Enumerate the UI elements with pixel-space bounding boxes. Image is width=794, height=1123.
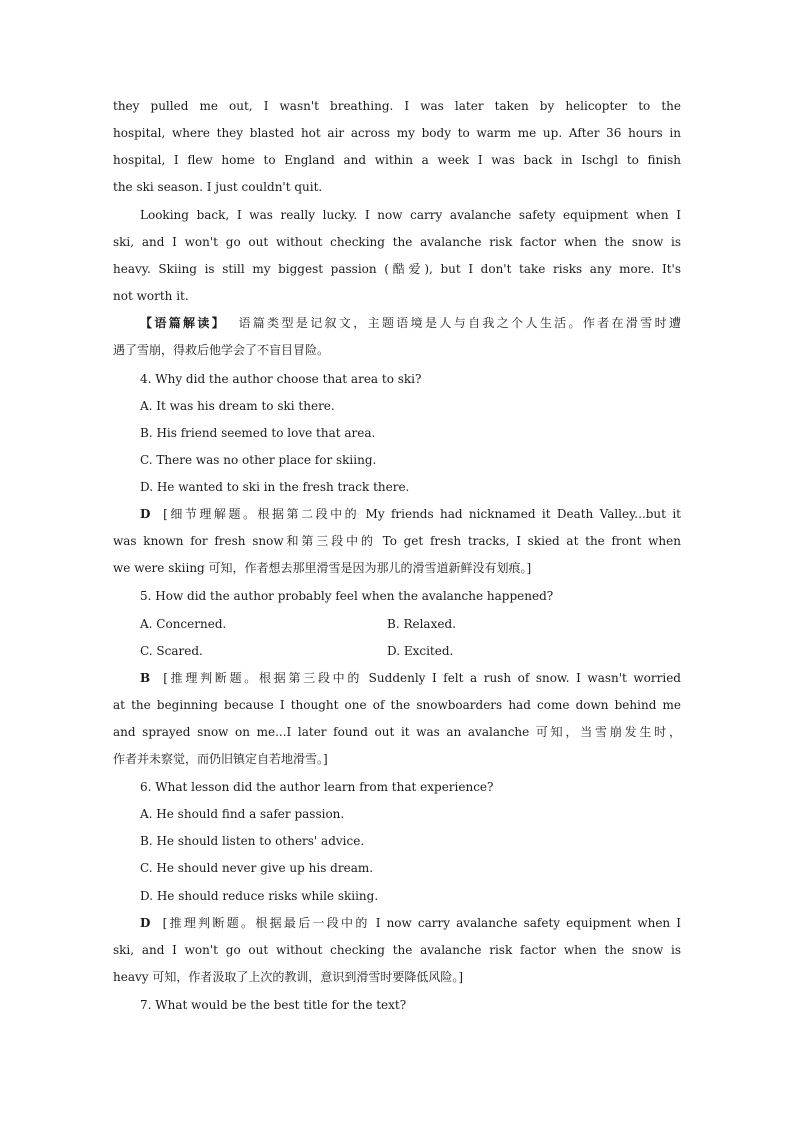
explanation-line: we were skiing 可知，作者想去那里滑雪是因为那儿的滑雪道新鲜没有划痕。] bbox=[113, 561, 532, 575]
passage-line: hospital, I flew home to England and within a week I was back in Ischgl to finish bbox=[113, 153, 681, 167]
answer-letter: D bbox=[140, 507, 151, 521]
explanation-text: [推理判断题。根据第三段中的 Suddenly I felt a rush of snow. I wasn't worried bbox=[163, 671, 681, 685]
option-b: B. Relaxed. bbox=[387, 617, 456, 631]
passage-line: hospital, where they blasted hot air across my body to warm me up. After 36 hours in bbox=[113, 126, 681, 140]
answer-letter: D bbox=[140, 916, 151, 930]
option-c: C. Scared. bbox=[140, 644, 203, 658]
option-b: B. His friend seemed to love that area. bbox=[140, 426, 376, 440]
option-c: C. There was no other place for skiing. bbox=[140, 453, 377, 467]
explanation-text: [推理判断题。根据最后一段中的 I now carry avalanche safety equipment when I bbox=[162, 916, 681, 930]
option-b: B. He should listen to others' advice. bbox=[140, 834, 365, 848]
option-d: D. He should reduce risks while skiing. bbox=[140, 889, 379, 903]
explanation-line: at the beginning because I thought one of the snowboarders had come down behind me bbox=[113, 698, 681, 712]
analysis-line: 遇了雪崩，得救后他学会了不盲目冒险。 bbox=[113, 343, 330, 357]
analysis-line bbox=[140, 315, 681, 331]
explanation-line: and sprayed snow on me...I later found out it was an avalanche 可知，当雪崩发生时， bbox=[113, 725, 681, 739]
question-stem: 7. What would be the best title for the text? bbox=[140, 998, 407, 1012]
question-stem: 5. How did the author probably feel when the avalanche happened? bbox=[140, 589, 554, 603]
passage-line: the ski season. I just couldn't quit. bbox=[113, 180, 323, 194]
explanation-line: ski, and I won't go out without checking the avalanche risk factor when the snow is bbox=[113, 943, 681, 957]
question-stem: 6. What lesson did the author learn from that experience? bbox=[140, 780, 494, 794]
option-d: D. Excited. bbox=[387, 644, 454, 658]
answer-letter: B bbox=[140, 671, 151, 685]
passage-line: not worth it. bbox=[113, 289, 189, 303]
passage-line: heavy. Skiing is still my biggest passion (酷爱), but I don't take risks any more. It's bbox=[113, 262, 681, 276]
option-a: A. He should find a safer passion. bbox=[140, 807, 345, 821]
option-d: D. He wanted to ski in the fresh track there. bbox=[140, 480, 410, 494]
passage-line: Looking back, I was really lucky. I now carry avalanche safety equipment when I bbox=[140, 208, 681, 222]
explanation-line: heavy 可知，作者汲取了上次的教训，意识到滑雪时要降低风险。] bbox=[113, 970, 464, 984]
passage-line: ski, and I won't go out without checking the avalanche risk factor when the snow is bbox=[113, 235, 681, 249]
answer-explanation bbox=[140, 670, 681, 686]
explanation-line: was known for fresh snow和第三段中的 To get fresh tracks, I skied at the front when bbox=[113, 534, 681, 548]
passage-line: they pulled me out, I wasn't breathing. I was later taken by helicopter to the bbox=[113, 99, 681, 113]
option-c: C. He should never give up his dream. bbox=[140, 861, 374, 875]
question-stem: 4. Why did the author choose that area to ski? bbox=[140, 372, 422, 386]
option-a: A. It was his dream to ski there. bbox=[140, 399, 335, 413]
answer-explanation bbox=[140, 915, 681, 931]
answer-explanation bbox=[140, 506, 681, 522]
analysis-tag: 【语篇解读】 bbox=[140, 316, 227, 330]
explanation-text: [细节理解题。根据第二段中的 My friends had nicknamed it Death Valley...but it bbox=[163, 507, 681, 521]
option-a: A. Concerned. bbox=[140, 617, 227, 631]
analysis-text: 语篇类型是记叙文，主题语境是人与自我之个人生活。作者在滑雪时遭 bbox=[238, 316, 681, 330]
explanation-line: 作者并未察觉，而仍旧镇定自若地滑雪。] bbox=[113, 752, 328, 766]
